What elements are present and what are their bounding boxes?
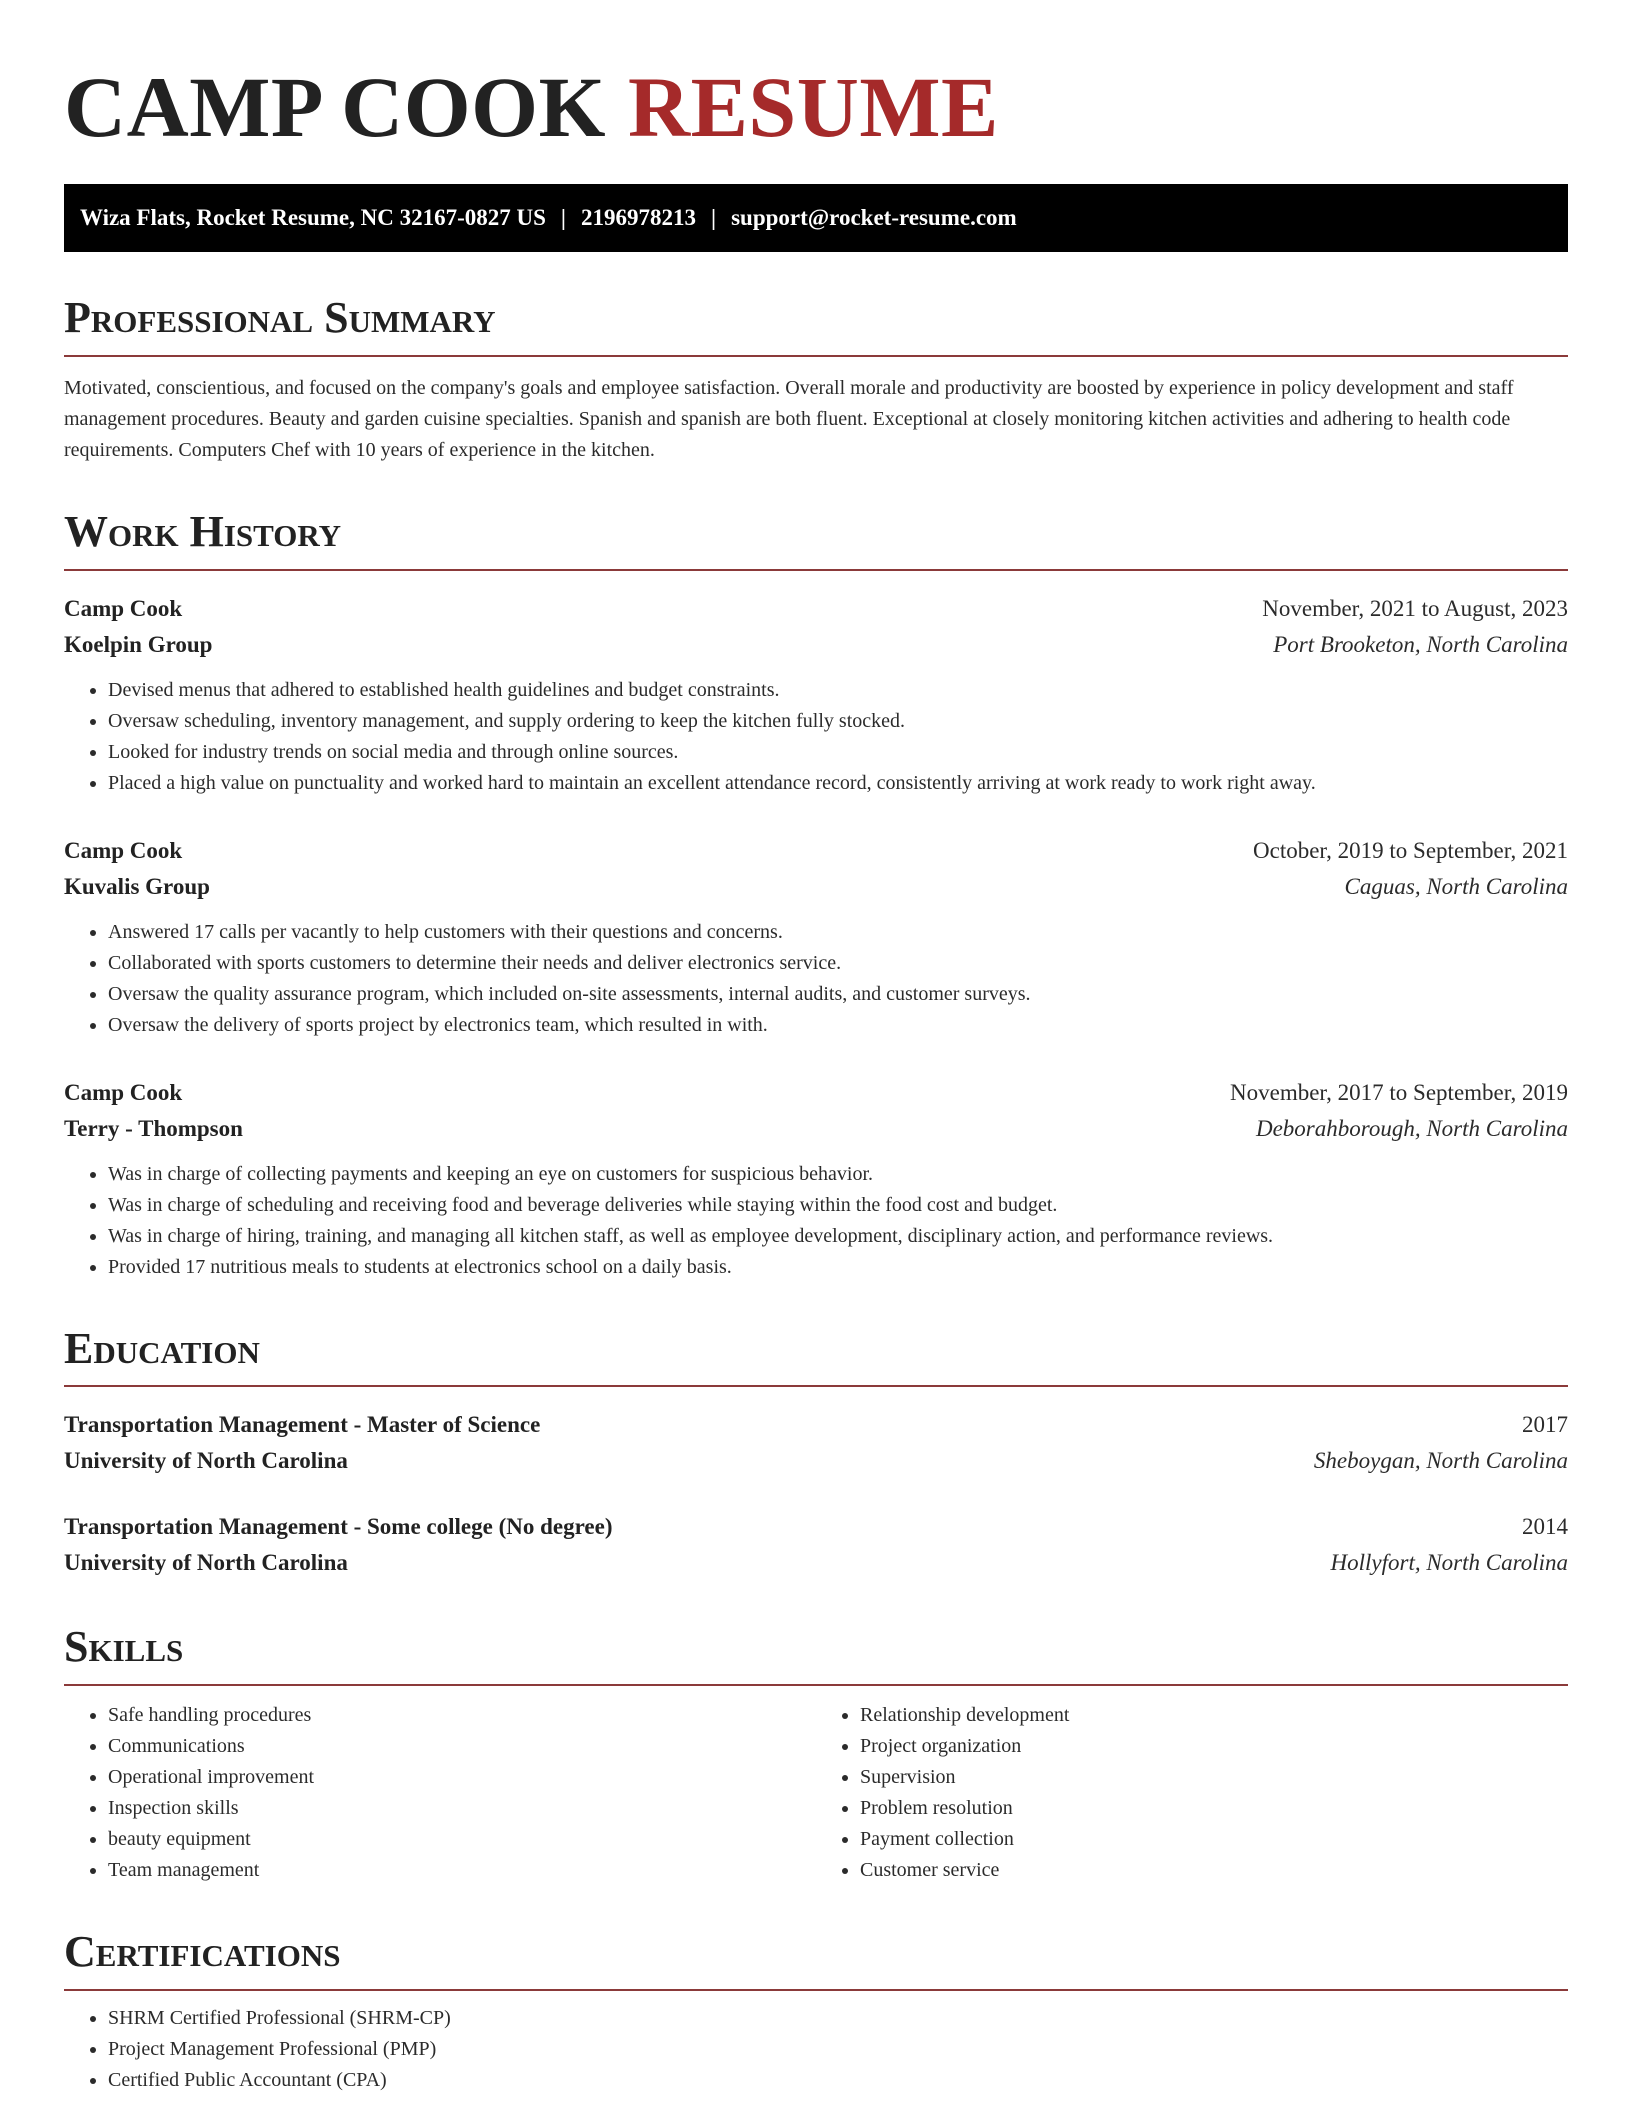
contact-separator: |: [560, 205, 566, 230]
skill-item: • Supervision: [860, 1762, 1568, 1793]
certifications-heading: Certifications: [64, 1926, 1568, 1991]
skill-item: • Project organization: [860, 1731, 1568, 1762]
summary-heading: Professional Summary: [64, 292, 1568, 357]
skill-item: • Relationship development: [860, 1700, 1568, 1731]
education-degree: Transportation Management - Master of Science: [64, 1412, 541, 1438]
job-dates: November, 2021 to August, 2023: [1262, 595, 1568, 621]
resume-title: [64, 59, 1568, 155]
contact-address: Wiza Flats, Rocket Resume, NC 32167-0827 US: [80, 205, 546, 230]
job-dates: October, 2019 to September, 2021: [1253, 837, 1568, 863]
skill-item: • beauty equipment: [108, 1824, 816, 1855]
job-bullet: • Provided 17 nutritious meals to students at electronics school on a daily basis.: [108, 1252, 1568, 1283]
certification-item: • Project Management Professional (PMP): [108, 2034, 1568, 2065]
contact-separator: |: [711, 205, 717, 230]
work-history-heading: Work History: [64, 506, 1568, 571]
job-bullet: • Was in charge of collecting payments and keeping an eye on customers for suspicious behavior.: [108, 1159, 1568, 1190]
job-entry: [64, 1075, 1568, 1283]
education-degree-row: [64, 1509, 1568, 1545]
title-accent: RESUME: [627, 59, 999, 155]
contact-email: support@rocket-resume.com: [731, 205, 1017, 230]
job-company-row: [64, 1111, 1568, 1147]
education-school-row: [64, 1443, 1568, 1479]
education-degree: Transportation Management - Some college (No degree): [64, 1514, 613, 1540]
skill-item: • Payment collection: [860, 1824, 1568, 1855]
job-company-row: [64, 869, 1568, 905]
education-location: Hollyfort, North Carolina: [1330, 1550, 1568, 1576]
education-school: University of North Carolina: [64, 1550, 348, 1576]
education-location: Sheboygan, North Carolina: [1313, 1448, 1568, 1474]
job-bullets: [64, 1159, 1568, 1283]
job-title-row: [64, 591, 1568, 627]
education-year: 2014: [1522, 1514, 1568, 1540]
education-entry: [64, 1407, 1568, 1479]
job-bullets: [64, 917, 1568, 1041]
job-bullet: • Looked for industry trends on social media and through online sources.: [108, 737, 1568, 768]
job-bullet: • Was in charge of scheduling and receiving food and beverage deliveries while staying within the food cost and budget.: [108, 1190, 1568, 1221]
title-main: CAMP COOK: [64, 59, 606, 155]
certification-item: • SHRM Certified Professional (SHRM-CP): [108, 2003, 1568, 2034]
job-company: Terry - Thompson: [64, 1115, 243, 1141]
job-bullet: • Oversaw scheduling, inventory management, and supply ordering to keep the kitchen fully stocked.: [108, 706, 1568, 737]
skill-item: • Safe handling procedures: [108, 1700, 816, 1731]
certifications-list: [64, 2003, 1568, 2096]
job-bullets: [64, 675, 1568, 799]
skill-item: • Operational improvement: [108, 1762, 816, 1793]
job-bullet: • Devised menus that adhered to established health guidelines and budget constraints.: [108, 675, 1568, 706]
education-heading: Education: [64, 1323, 1568, 1388]
skills-column-left: [64, 1700, 816, 1886]
summary-text: Motivated, conscientious, and focused on the company's goals and employee satisfaction. Overall morale and productivity are boosted by experience in policy development and staff management procedures. Beauty and garden cuisine specialties. Spanish and spanish are both fluent. Exceptional at closely monitoring kitchen activities and adhering to health code requirements. Computers Chef with 10 years of experience in the kitchen.: [64, 376, 1514, 461]
contact-bar: [64, 184, 1568, 252]
job-bullet: • Answered 17 calls per vacantly to help customers with their questions and concerns.: [108, 917, 1568, 948]
education-school: University of North Carolina: [64, 1448, 348, 1474]
job-dates: November, 2017 to September, 2019: [1230, 1079, 1568, 1105]
job-location: Deborahborough, North Carolina: [1255, 1115, 1568, 1141]
education-school-row: [64, 1545, 1568, 1581]
job-company: Kuvalis Group: [64, 873, 210, 899]
skills-heading: Skills: [64, 1621, 1568, 1686]
job-title-row: [64, 833, 1568, 869]
job-title: Camp Cook: [64, 595, 183, 621]
job-company: Koelpin Group: [64, 631, 213, 657]
job-bullet: • Oversaw the quality assurance program, which included on-site assessments, internal audits, and customer surveys.: [108, 979, 1568, 1010]
job-company-row: [64, 627, 1568, 663]
job-bullet: • Was in charge of hiring, training, and managing all kitchen staff, as well as employee development, disciplinary action, and performance reviews.: [108, 1221, 1568, 1252]
job-location: Caguas, North Carolina: [1344, 873, 1568, 899]
education-degree-row: [64, 1407, 1568, 1443]
education-entry: [64, 1509, 1568, 1581]
education-year: 2017: [1522, 1412, 1568, 1438]
skill-item: • Team management: [108, 1855, 816, 1886]
job-location: Port Brooketon, North Carolina: [1273, 631, 1568, 657]
job-title-row: [64, 1075, 1568, 1111]
skills-list: [64, 1700, 1568, 1886]
job-bullet: • Placed a high value on punctuality and worked hard to maintain an excellent attendance record, consistently arriving at work ready to work right away.: [108, 768, 1568, 799]
job-bullet: • Collaborated with sports customers to determine their needs and deliver electronics service.: [108, 948, 1568, 979]
job-title: Camp Cook: [64, 1079, 183, 1105]
job-entry: [64, 833, 1568, 1041]
skill-item: • Inspection skills: [108, 1793, 816, 1824]
job-bullet: • Oversaw the delivery of sports project by electronics team, which resulted in with.: [108, 1010, 1568, 1041]
contact-phone: 2196978213: [581, 205, 696, 230]
skill-item: • Customer service: [860, 1855, 1568, 1886]
job-title: Camp Cook: [64, 837, 183, 863]
skill-item: • Problem resolution: [860, 1793, 1568, 1824]
skill-item: • Communications: [108, 1731, 816, 1762]
certification-item: • Certified Public Accountant (CPA): [108, 2065, 1568, 2096]
skills-column-right: [816, 1700, 1568, 1886]
job-entry: [64, 591, 1568, 799]
